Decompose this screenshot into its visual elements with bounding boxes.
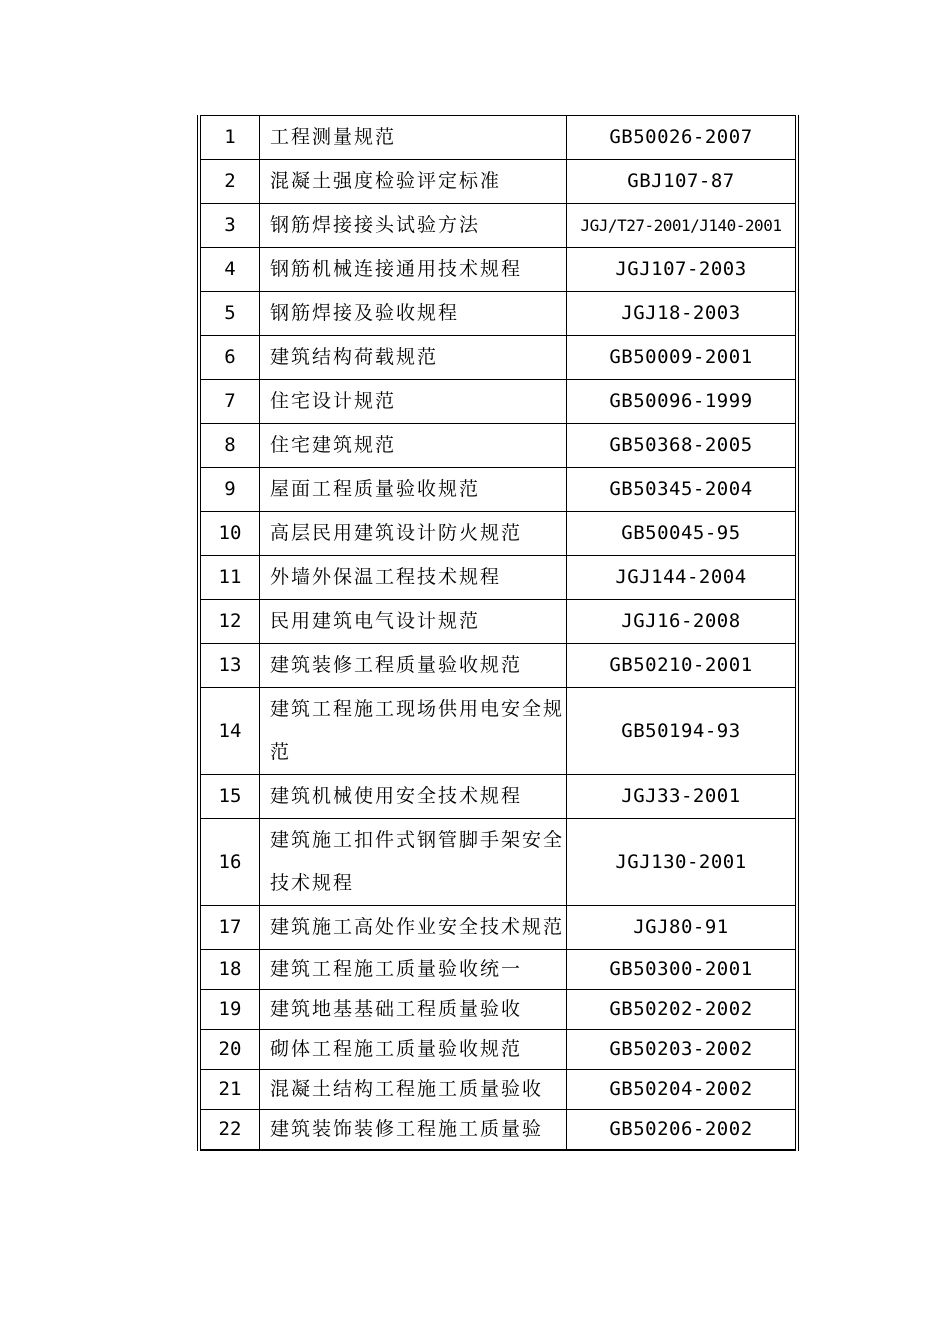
standard-name: 建筑地基基础工程质量验收 <box>260 990 567 1030</box>
standard-name: 建筑施工扣件式钢管脚手架安全技术规程 <box>260 819 567 906</box>
standard-code: GB50202-2002 <box>567 990 798 1030</box>
table-row <box>199 556 797 600</box>
table-row <box>199 1030 797 1070</box>
standard-code: JGJ80-91 <box>567 906 798 950</box>
standard-name: 屋面工程质量验收规范 <box>260 468 567 512</box>
table-row <box>199 600 797 644</box>
standard-name: 建筑机械使用安全技术规程 <box>260 775 567 819</box>
standard-name: 住宅建筑规范 <box>260 424 567 468</box>
row-number: 19 <box>199 990 260 1030</box>
standard-name: 混凝土强度检验评定标准 <box>260 160 567 204</box>
standard-code: GBJ107-87 <box>567 160 798 204</box>
table-row <box>199 950 797 990</box>
table-row <box>199 160 797 204</box>
standard-name: 砌体工程施工质量验收规范 <box>260 1030 567 1070</box>
standard-code: JGJ107-2003 <box>567 248 798 292</box>
standard-code: GB50204-2002 <box>567 1070 798 1110</box>
standard-name: 建筑工程施工质量验收统一 <box>260 950 567 990</box>
row-number: 14 <box>199 688 260 775</box>
table-row <box>199 906 797 950</box>
standard-code: JGJ130-2001 <box>567 819 798 906</box>
table-row <box>199 248 797 292</box>
table-row <box>199 644 797 688</box>
row-number: 21 <box>199 1070 260 1110</box>
standard-code: GB50206-2002 <box>567 1110 798 1151</box>
standard-name: 民用建筑电气设计规范 <box>260 600 567 644</box>
standard-name: 建筑装饰装修工程施工质量验 <box>260 1110 567 1151</box>
row-number: 4 <box>199 248 260 292</box>
standard-code: GB50203-2002 <box>567 1030 798 1070</box>
table-row <box>199 468 797 512</box>
table-row <box>199 990 797 1030</box>
standard-name: 建筑施工高处作业安全技术规范 <box>260 906 567 950</box>
standard-code: GB50300-2001 <box>567 950 798 990</box>
table-row <box>199 116 797 160</box>
table-row <box>199 1070 797 1110</box>
standard-code: GB50345-2004 <box>567 468 798 512</box>
table-row <box>199 688 797 775</box>
standard-code: GB50194-93 <box>567 688 798 775</box>
row-number: 10 <box>199 512 260 556</box>
row-number: 5 <box>199 292 260 336</box>
standard-code: JGJ144-2004 <box>567 556 798 600</box>
standard-name: 建筑装修工程质量验收规范 <box>260 644 567 688</box>
standard-name: 工程测量规范 <box>260 116 567 160</box>
standard-name: 建筑结构荷载规范 <box>260 336 567 380</box>
standard-code: GB50045-95 <box>567 512 798 556</box>
table-row <box>199 819 797 906</box>
row-number: 2 <box>199 160 260 204</box>
row-number: 6 <box>199 336 260 380</box>
row-number: 17 <box>199 906 260 950</box>
standard-code: GB50026-2007 <box>567 116 798 160</box>
row-number: 12 <box>199 600 260 644</box>
row-number: 11 <box>199 556 260 600</box>
standard-code: JGJ18-2003 <box>567 292 798 336</box>
standard-code: JGJ33-2001 <box>567 775 798 819</box>
standard-name: 建筑工程施工现场供用电安全规范 <box>260 688 567 775</box>
table-row <box>199 204 797 248</box>
table-row <box>199 292 797 336</box>
row-number: 8 <box>199 424 260 468</box>
table-row <box>199 336 797 380</box>
table-row <box>199 380 797 424</box>
row-number: 16 <box>199 819 260 906</box>
row-number: 15 <box>199 775 260 819</box>
row-number: 13 <box>199 644 260 688</box>
standard-code: JGJ/T27-2001/J140-2001 <box>567 204 798 248</box>
standard-name: 钢筋焊接接头试验方法 <box>260 204 567 248</box>
standard-code: GB50096-1999 <box>567 380 798 424</box>
standard-name: 外墙外保温工程技术规程 <box>260 556 567 600</box>
standard-name: 住宅设计规范 <box>260 380 567 424</box>
standards-table <box>197 115 799 1151</box>
row-number: 20 <box>199 1030 260 1070</box>
standard-name: 钢筋机械连接通用技术规程 <box>260 248 567 292</box>
table-row <box>199 512 797 556</box>
row-number: 22 <box>199 1110 260 1151</box>
row-number: 3 <box>199 204 260 248</box>
standard-code: GB50210-2001 <box>567 644 798 688</box>
row-number: 18 <box>199 950 260 990</box>
standard-name: 钢筋焊接及验收规程 <box>260 292 567 336</box>
row-number: 9 <box>199 468 260 512</box>
table-row <box>199 424 797 468</box>
table-row <box>199 1110 797 1151</box>
table-row <box>199 775 797 819</box>
standard-code: GB50009-2001 <box>567 336 798 380</box>
row-number: 1 <box>199 116 260 160</box>
standard-code: JGJ16-2008 <box>567 600 798 644</box>
standard-name: 高层民用建筑设计防火规范 <box>260 512 567 556</box>
standard-code: GB50368-2005 <box>567 424 798 468</box>
row-number: 7 <box>199 380 260 424</box>
standard-name: 混凝土结构工程施工质量验收 <box>260 1070 567 1110</box>
